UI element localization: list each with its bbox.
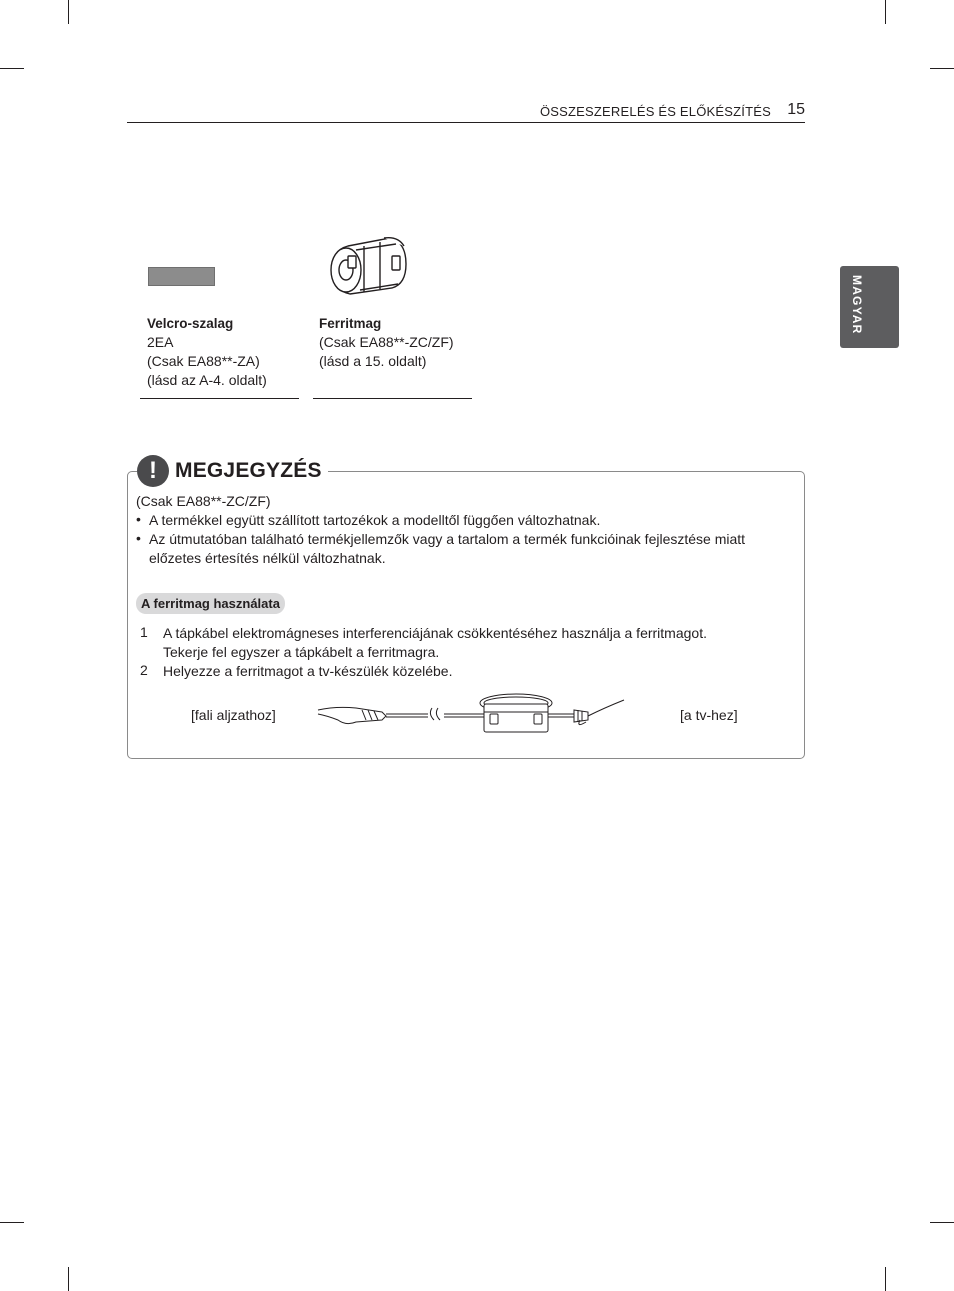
item-detail: 2EA (147, 334, 174, 350)
language-tab (840, 266, 899, 348)
item-detail: (lásd az A-4. oldalt) (147, 372, 267, 388)
crop-mark (68, 1267, 69, 1291)
page-number: 15 (787, 101, 805, 118)
crop-mark (885, 1267, 886, 1291)
item-detail: (Csak EA88**-ZA) (147, 353, 260, 369)
bullet-dot: • (136, 530, 141, 546)
crop-mark (0, 1222, 24, 1223)
ferrite-core-image (326, 232, 412, 296)
crop-mark (930, 68, 954, 69)
note-bullet: A termékkel együtt szállított tartozékok a modelltől függően változhatnak. (149, 512, 601, 528)
language-tab-label: MAGYAR (850, 275, 864, 335)
note-title: MEGJEGYZÉS (175, 459, 322, 482)
item-velcro (147, 314, 267, 390)
bullet-dot: • (136, 511, 141, 527)
ferrite-cable-diagram (316, 690, 626, 738)
item-detail: (Csak EA88**-ZC/ZF) (319, 334, 454, 350)
note-header (137, 453, 328, 489)
item-name: Velcro-szalag (147, 316, 234, 331)
step-number: 1 (140, 624, 148, 640)
subsection-title: A ferritmag használata (136, 593, 285, 614)
item-divider (313, 398, 472, 399)
page-header (127, 98, 805, 123)
wall-outlet-label: [fali aljzathoz] (191, 707, 276, 723)
crop-mark (885, 0, 886, 24)
step-text: Helyezze a ferritmagot a tv-készülék közelébe. (163, 663, 453, 679)
exclamation-icon: ! (137, 455, 169, 487)
header-section-title: ÖSSZESZERELÉS ÉS ELŐKÉSZÍTÉS (539, 104, 771, 119)
step-text: A tápkábel elektromágneses interferenciájának csökkentéséhez használja a ferritmagot. (163, 625, 707, 641)
tv-side-label: [a tv-hez] (680, 707, 738, 723)
velcro-strip-image (148, 267, 215, 286)
item-divider (140, 398, 299, 399)
note-model-line: (Csak EA88**-ZC/ZF) (136, 493, 271, 509)
item-ferrite (319, 314, 454, 371)
crop-mark (0, 68, 24, 69)
crop-mark (68, 0, 69, 24)
item-name: Ferritmag (319, 316, 382, 331)
item-detail: (lásd a 15. oldalt) (319, 353, 427, 369)
crop-mark (930, 1222, 954, 1223)
note-bullet-continuation: előzetes értesítés nélkül változhatnak. (149, 550, 386, 566)
step-number: 2 (140, 662, 148, 678)
note-bullet: Az útmutatóban található termékjellemzők vagy a tartalom a termék funkcióinak fejlesztése miatt (149, 531, 746, 547)
step-text: Tekerje fel egyszer a tápkábelt a ferritmagra. (163, 644, 440, 660)
